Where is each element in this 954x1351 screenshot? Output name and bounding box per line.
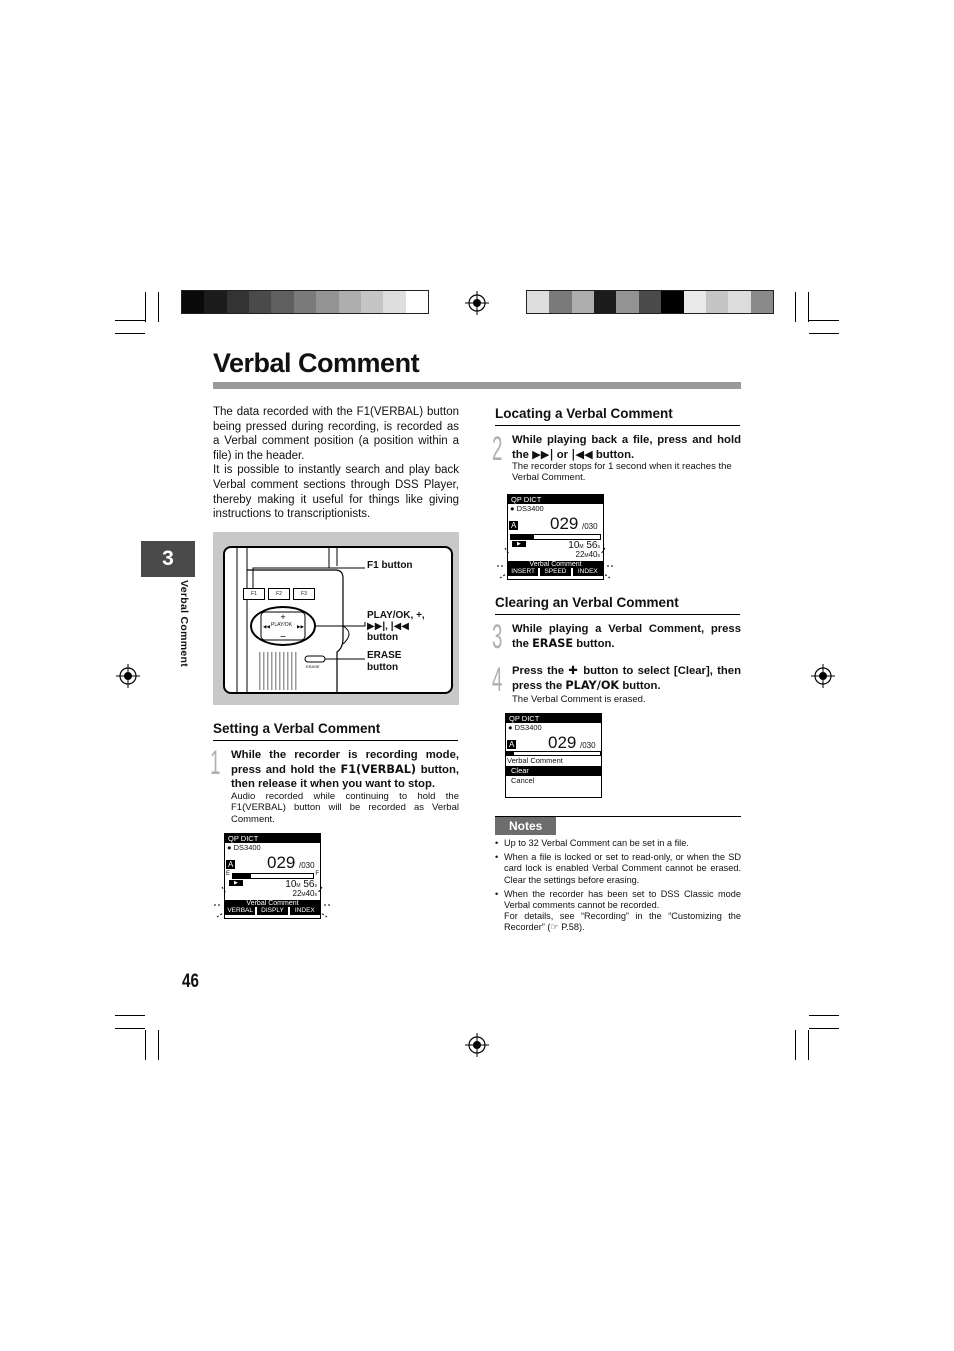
flash-icon — [212, 885, 332, 923]
lcd-screen-playing: QP DICT ● DS3400 A 029 /030 ▶ 10M 56s 22M40s Verbal Comment INSERT SPEED INDEX — [507, 494, 604, 580]
note-item: • When the recorder has been set to DSS Classic mode Verbal comments cannot be recorded. For details, see “Recording” in the “Customizing the Recorder” (☞ P.58). — [495, 888, 741, 933]
registration-mark-icon — [465, 1033, 489, 1057]
step3-text: While playing a Verbal Comment, press the ERASE button. — [512, 623, 741, 650]
lcd-menu-item-cancel: Cancel — [511, 776, 535, 785]
color-bar-left — [181, 290, 429, 314]
registration-mark-icon — [465, 291, 489, 315]
step4-text: Press the ✚ button to select [Clear], then press the PLAY/OK button. — [512, 665, 741, 692]
lcd-function-keys: VERBAL DISPLY INDEX — [225, 907, 320, 915]
svg-text:+: + — [280, 612, 286, 622]
lcd-screen-recording: QP DICT ● DS3400 A 029 /030 E F ▶ 10M 56s 22M40s Verbal Comment VERBAL DISPLY INDEX — [224, 833, 321, 919]
color-bar-right — [526, 290, 774, 314]
step-number: 1 — [210, 744, 221, 782]
device-key-f3: F3 — [293, 588, 315, 600]
chapter-tab — [141, 541, 195, 577]
step1-subtext: Audio recorded while continuing to hold the F1(VERBAL) button will be recorded as Verbal Comment. — [231, 791, 459, 825]
flash-icon — [495, 546, 615, 584]
device-key-f1: F1 — [243, 588, 265, 600]
title-rule — [213, 382, 741, 389]
registration-mark-icon — [811, 664, 835, 688]
device-play-ok-label: PLAY/OK — [271, 622, 293, 628]
lcd-menu — [506, 756, 601, 786]
heading-setting: Setting a Verbal Comment — [213, 721, 458, 741]
page-number: 46 — [182, 971, 199, 992]
step-number: 2 — [492, 430, 503, 468]
note-item: • Up to 32 Verbal Comment can be set in a file. — [495, 838, 689, 848]
lcd-file-number: 029 — [267, 853, 296, 872]
svg-text:▶▶: ▶▶ — [297, 624, 304, 629]
lcd-mode: QP DICT — [225, 834, 320, 843]
notes-list — [495, 838, 741, 934]
device-erase-label: ERASE — [306, 664, 320, 669]
svg-text:−: − — [280, 632, 286, 643]
intro-paragraph: The data recorded with the F1(VERBAL) button being pressed during recording, is recorded as a Verbal comment position (a position within a file) in the header. — [213, 406, 459, 462]
lcd-file-total: /030 — [299, 861, 315, 870]
callout-f1-button: F1 button — [367, 560, 413, 571]
device-illustration-frame — [223, 546, 453, 694]
step1-text: While the recorder is recording mode, press and hold the F1(VERBAL) button, then release it when you want to stop. — [231, 749, 459, 790]
step2-text: While playing back a file, press and hold the ▶▶| or |◀◀ button. — [512, 434, 741, 461]
note-item: • When a file is locked or set to read-only, or when the SD card lock is enabled Verbal Comment cannot be erased. Clear the settings before erasing. — [495, 852, 741, 885]
step-number: 4 — [492, 661, 503, 699]
lcd-time: 10M 56s — [285, 879, 317, 890]
intro-text — [213, 405, 459, 522]
svg-text:◀◀: ◀◀ — [263, 624, 270, 629]
chapter-number: 3 — [162, 547, 174, 570]
callout-play-ok: PLAY/OK, +, ▶▶|, |◀◀ button — [367, 610, 425, 643]
chapter-side-label: Verbal Comment — [178, 580, 190, 668]
lcd-banner: Verbal Comment — [225, 900, 320, 907]
device-figure — [213, 532, 459, 705]
step2-subtext: The recorder stops for 1 second when it reaches the Verbal Comment. — [512, 461, 732, 484]
notes-label: Notes — [495, 817, 556, 835]
intro-paragraph: It is possible to instantly search and play back Verbal comment sections through DSS Player, thereby making it useful for things like giving instructions to transcriptionists. — [213, 464, 459, 521]
lcd-screen-menu: QP DICT ● DS3400 A 029 /030 Verbal Comment Clear Cancel — [505, 713, 602, 798]
step-number: 3 — [492, 618, 503, 656]
lcd-author: ● DS3400 — [227, 843, 261, 852]
lcd-menu-title: Verbal Comment — [507, 756, 563, 765]
heading-locating: Locating a Verbal Comment — [495, 406, 740, 426]
registration-mark-icon — [116, 664, 140, 688]
device-key-f2: F2 — [268, 588, 290, 600]
page-title: Verbal Comment — [213, 348, 420, 378]
lcd-folder: A — [228, 860, 234, 869]
step4-subtext: The Verbal Comment is erased. — [512, 694, 646, 705]
lcd-menu-item-clear: Clear — [506, 766, 601, 776]
callout-erase: ERASE button — [367, 650, 402, 673]
heading-clearing: Clearing an Verbal Comment — [495, 595, 740, 615]
lcd-length: 22M40s — [292, 889, 317, 898]
